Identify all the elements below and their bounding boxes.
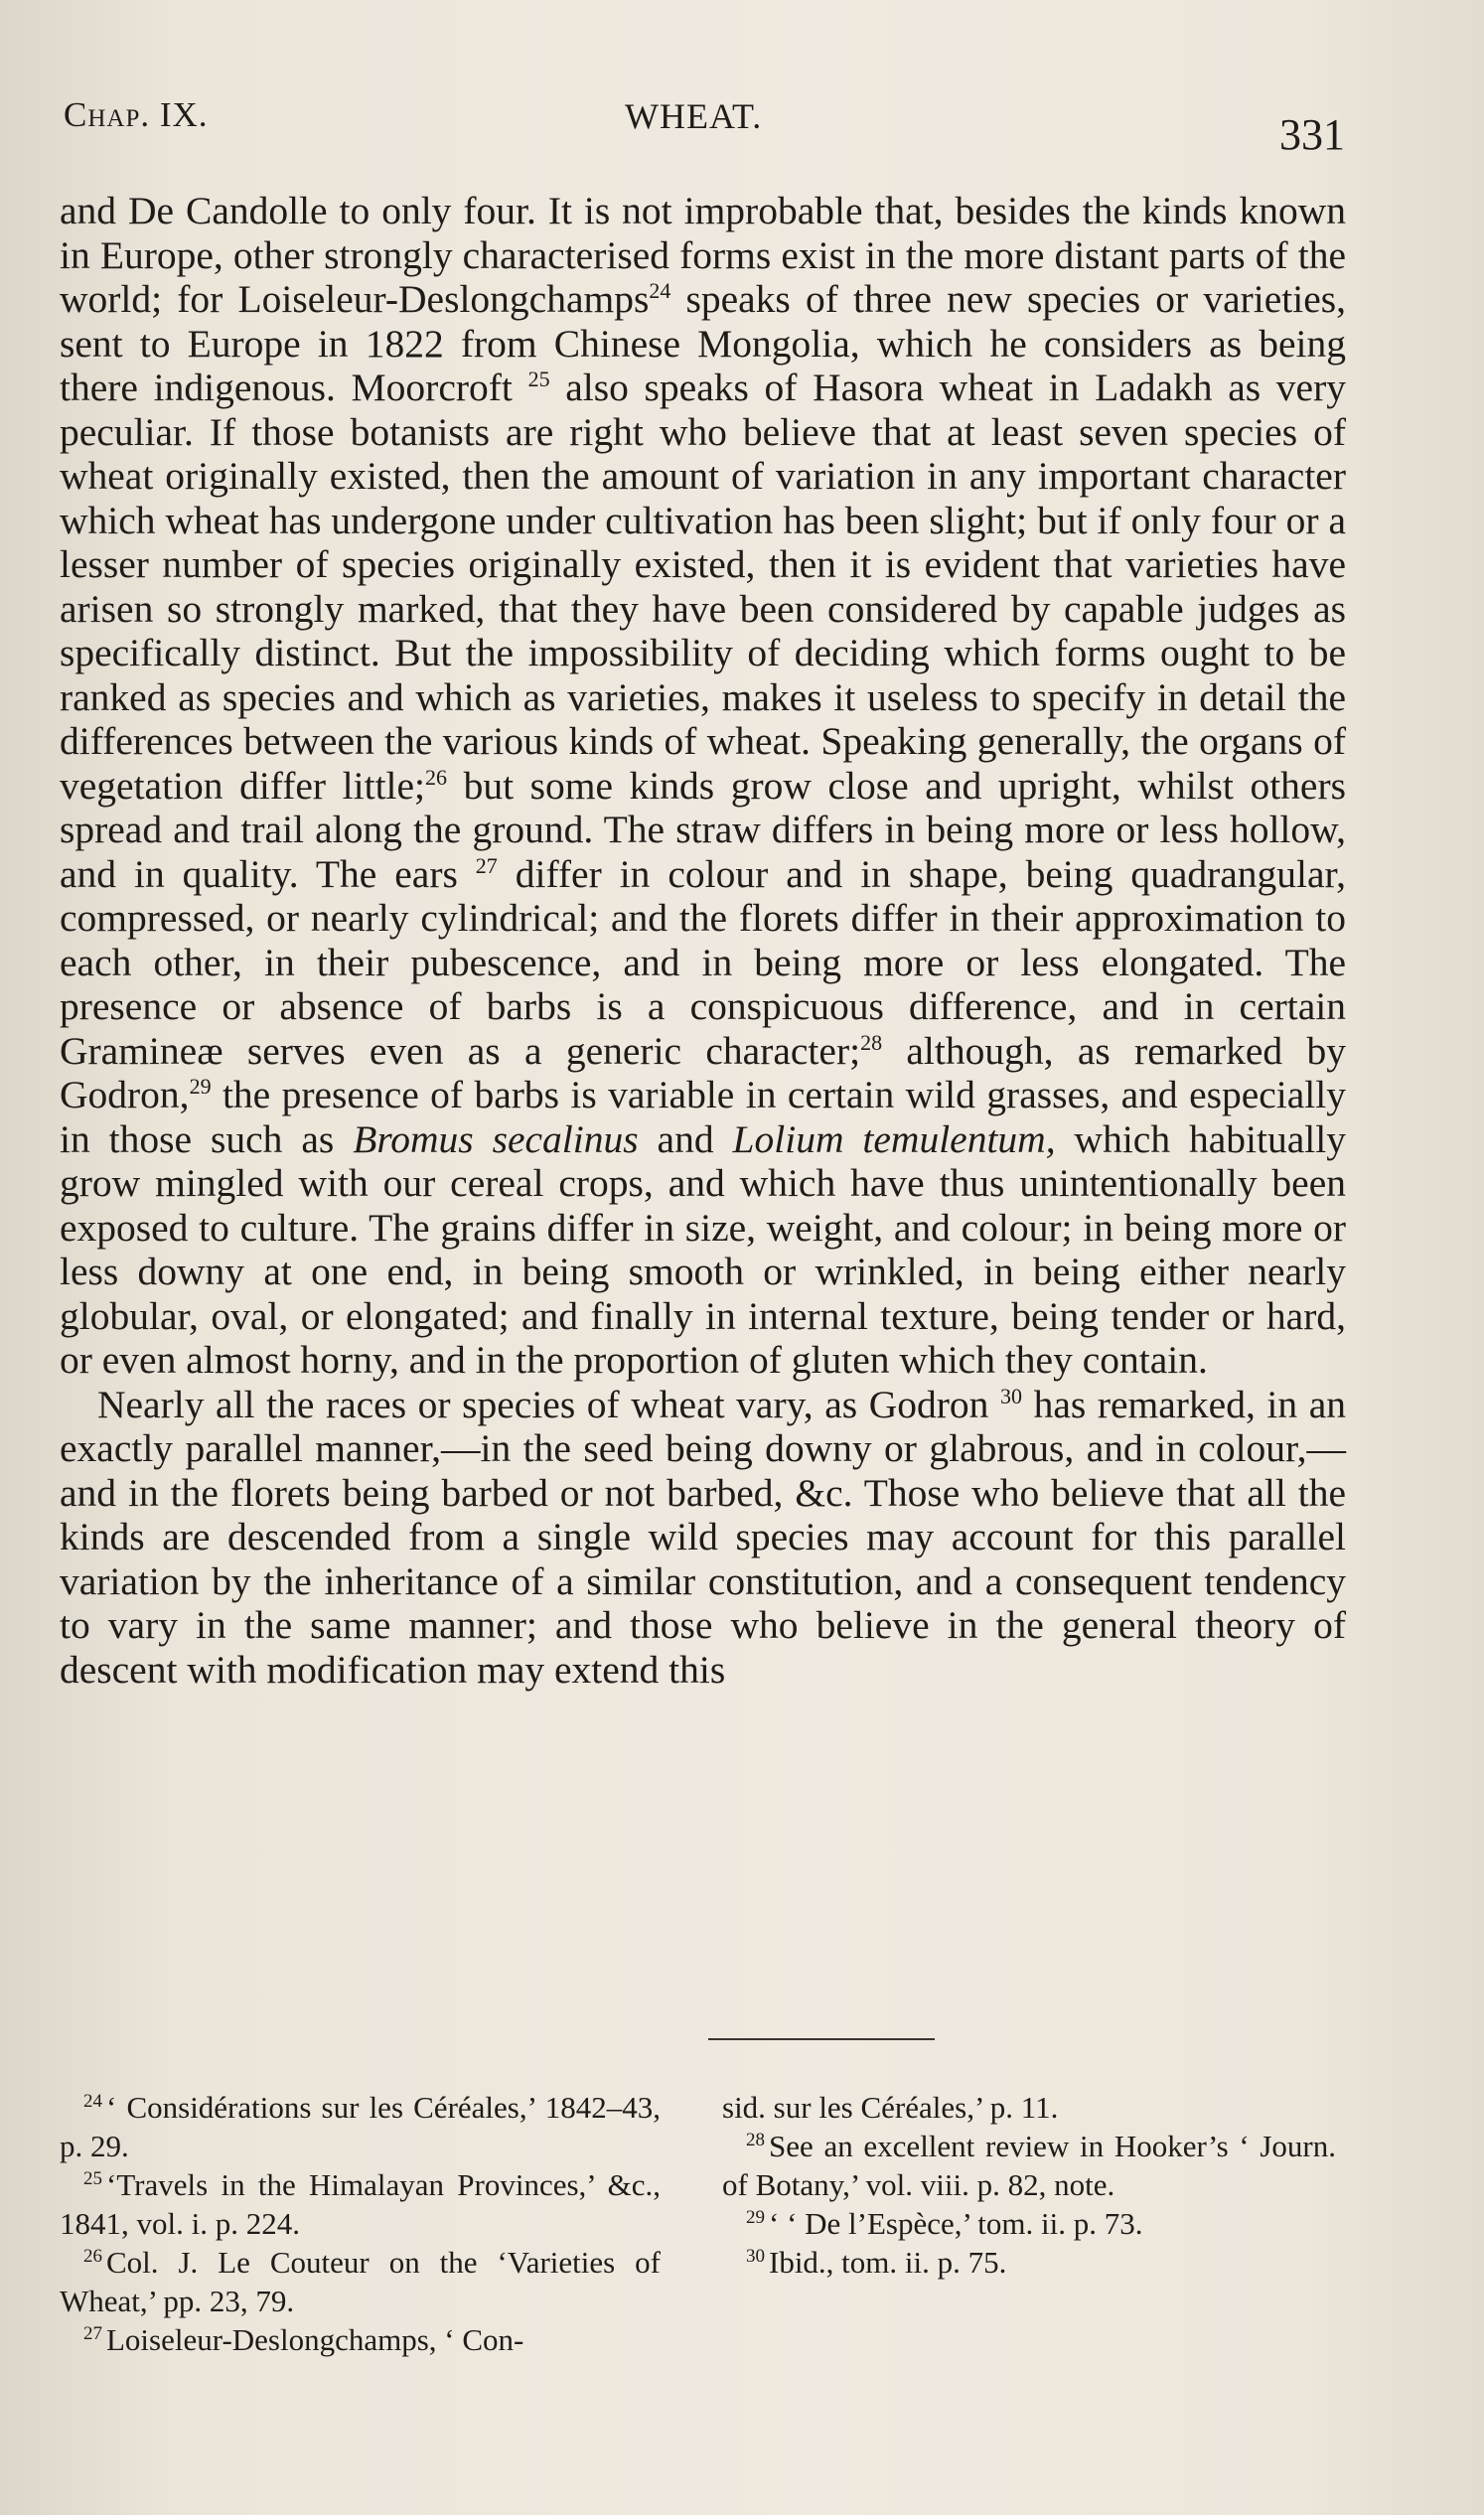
main-text <box>60 189 1346 1692</box>
footnote-reference: 29 <box>189 1073 212 1099</box>
text-run: has remarked, in an exactly parallel manner,—in the seed being downy or glabrous, and in colour,—and in the florets being barbed or not barbed, &c. Those who believe that all the kinds are descended from a single wild species may account for this parallel variation by the inheritance of a similar constitution, and a consequent tendency to vary in the same manner; and those who believe in the general theory of descent with modification may extend this <box>60 1382 1346 1692</box>
footnote-text: ‘Travels in the Himalayan Provinces,’ &c., 1841, vol. i. p. 224. <box>60 2167 661 2241</box>
page-number: 331 <box>1279 110 1345 159</box>
footnote <box>60 2320 661 2359</box>
footnote-number: 24 <box>83 2090 102 2112</box>
footnote-reference: 24 <box>649 277 671 303</box>
italic-taxon-name: Lolium temulentum, <box>732 1116 1056 1161</box>
footnote <box>60 2243 661 2320</box>
text-run: although, as remarked by Godron, <box>60 1028 1347 1116</box>
footnote-reference: 26 <box>425 764 448 790</box>
footnote-text: ‘ Considérations sur les Céréales,’ 1842–43, p. 29. <box>60 2090 661 2163</box>
footnote-text: Ibid., tom. ii. p. 75. <box>769 2245 1007 2280</box>
footnote-number: 28 <box>746 2129 765 2150</box>
running-title: WHEAT. <box>625 96 763 136</box>
page-header <box>64 91 1345 161</box>
text-run: but some kinds grow close and upright, whilst others spread and trail along the ground. The straw differs in being more or less hollow, and in quality. The ears <box>60 763 1346 896</box>
paragraph <box>60 1383 1346 1693</box>
footnote <box>722 2204 1336 2243</box>
footnote-text: Col. J. Le Couteur on the ‘Varieties of Wheat,’ pp. 23, 79. <box>60 2245 661 2318</box>
footnotes-left-column <box>60 2088 661 2359</box>
footnote <box>722 2088 1336 2127</box>
footnote-text: sid. sur les Céréales,’ p. 11. <box>722 2090 1059 2125</box>
footnote-reference: 25 <box>527 366 550 391</box>
footnote-number: 29 <box>746 2206 765 2228</box>
footnote-text: ‘ ‘ De l’Espèce,’ tom. ii. p. 73. <box>769 2206 1143 2241</box>
footnote-number: 25 <box>83 2167 102 2189</box>
italic-taxon-name: Bromus secalinus <box>353 1116 639 1161</box>
footnote-divider <box>708 2038 935 2040</box>
paragraph <box>60 189 1346 1383</box>
footnote-number: 27 <box>83 2322 102 2344</box>
text-run: speaks of three new species or varieties, sent to Europe in 1822 from Chinese Mongolia, which he considers as being there indigenous. Moorcroft <box>60 277 1346 409</box>
footnote <box>722 2243 1336 2282</box>
text-run: Nearly all the races or species of wheat vary, as Godron <box>97 1382 1000 1426</box>
text-run: the presence of barbs is variable in certain wild grasses, and especially in those such as <box>60 1073 1346 1161</box>
footnote-reference: 27 <box>475 852 498 878</box>
text-run: and <box>638 1116 733 1161</box>
footnote-text: Loiseleur-Deslongchamps, ‘ Con- <box>106 2322 524 2357</box>
text-run: differ in colour and in shape, being quadrangular, compressed, or nearly cylindrical; and the florets differ in their approximation to each other, in their pubescence, and in being more or less elongated. The presence or absence of barbs is a conspicuous difference, and in certain Gramineæ serves even as a generic character; <box>60 851 1346 1073</box>
footnote-number: 26 <box>83 2245 102 2267</box>
text-run: and De Candolle to only four. It is not improbable that, besides the kinds known in Europe, other strongly characterised forms exist in the more distant parts of the world; for Loiseleur-Deslongchamps <box>60 189 1346 321</box>
footnote-number: 30 <box>746 2245 765 2267</box>
footnote <box>60 2088 661 2165</box>
footnote <box>722 2127 1336 2204</box>
footnote-reference: 28 <box>860 1029 883 1055</box>
chapter-label: Chap. IX. <box>64 95 209 134</box>
footnote <box>60 2165 661 2243</box>
footnotes-right-column <box>722 2088 1336 2282</box>
footnote-reference: 30 <box>1000 1383 1022 1408</box>
footnote-text: See an excellent review in Hooker’s ‘ Journ. of Botany,’ vol. viii. p. 82, note. <box>722 2129 1336 2202</box>
text-run: which habitually grow mingled with our cereal crops, and which have thus unintentionally been exposed to culture. The grains differ in size, weight, and colour; in being more or less downy at one end, in being smooth or wrinkled, in being either nearly globular, oval, or elongated; and finally in internal texture, being tender or hard, or even almost horny, and in the proportion of gluten which they contain. <box>60 1116 1346 1382</box>
text-run: also speaks of Hasora wheat in Ladakh as very peculiar. If those botanists are right who believe that at least seven species of wheat originally existed, then the amount of variation in any important character which wheat has undergone under cultivation has been slight; but if only four or a lesser number of species originally existed, then it is evident that varieties have arisen so strongly marked, that they have been considered by capable judges as specifically distinct. But the impossibility of deciding which forms ought to be ranked as species and which as varieties, makes it useless to specify in detail the differences between the various kinds of wheat. Speaking generally, the organs of vegetation differ little; <box>60 366 1346 808</box>
